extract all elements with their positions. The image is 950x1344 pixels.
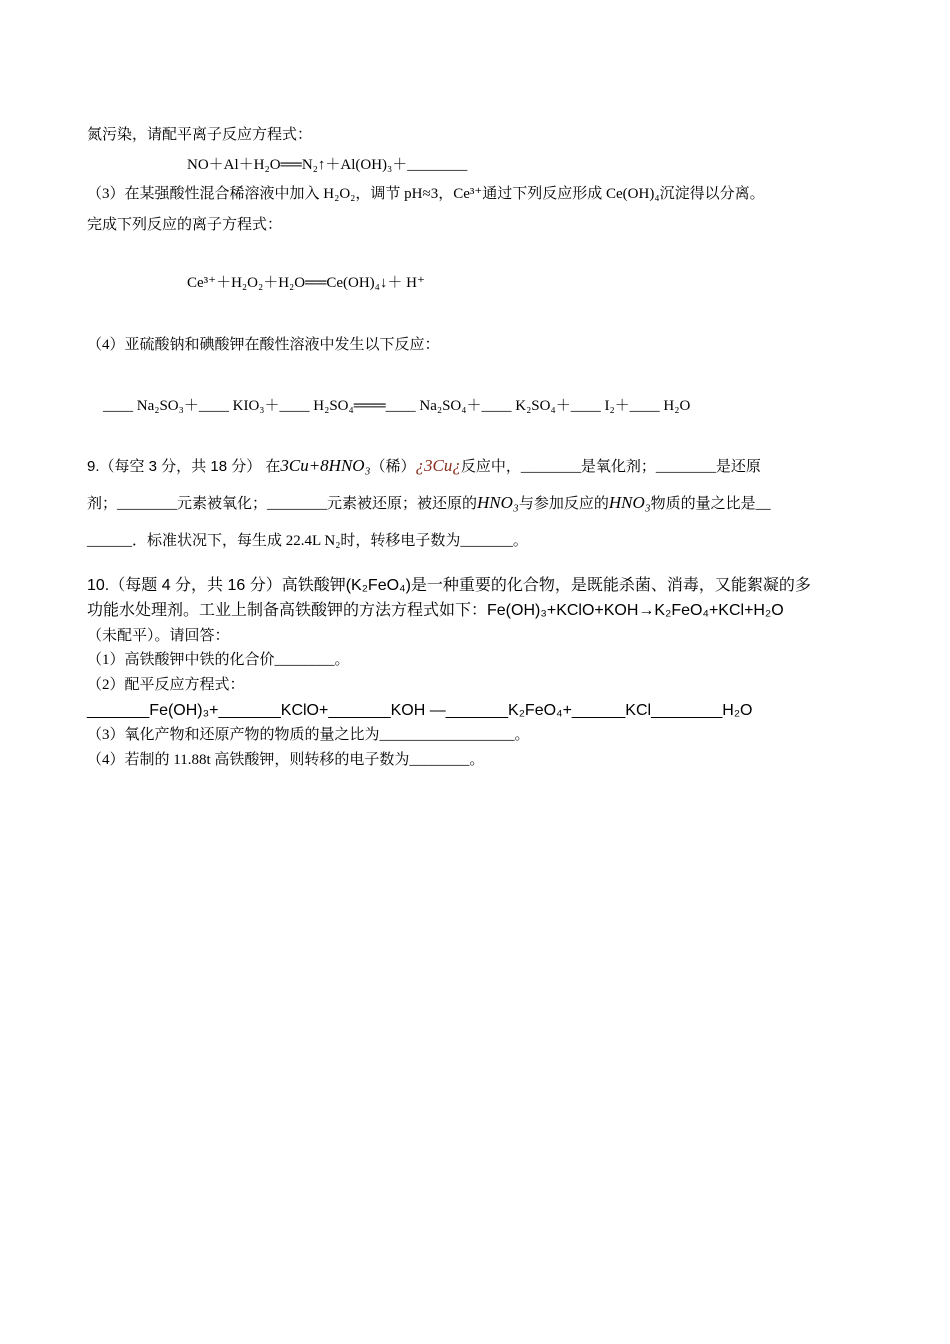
- q8-part3-line2: 完成下列反应的离子方程式：: [87, 217, 283, 233]
- q9-line3: ______．标准状况下，每生成 22.4L N₂时，转移电子数为_______。: [87, 533, 528, 549]
- q9-line2: [87, 493, 771, 514]
- q10-part2: （2）配平反应方程式：: [87, 677, 245, 693]
- q8-intro-line: 氮污染，请配平离子反应方程式：: [87, 127, 313, 143]
- q9-dilute-note: （稀）: [370, 459, 416, 475]
- q10-part1: （1）高铁酸钾中铁的化合价________。: [87, 652, 350, 668]
- q10-part4: （4）若制的 11.88t 高铁酸钾，则转移的电子数为________。: [87, 752, 485, 768]
- q9-line2-suffix: 物质的量之比是__: [650, 496, 771, 512]
- q9-garbled-formula: ¿3Cu¿: [415, 456, 461, 475]
- q10-line2: 功能水处理剂。工业上制备高铁酸钾的方法方程式如下：Fe(OH)₃+KClO+KOH→K₂FeO₄+KCl+H₂O: [87, 602, 784, 619]
- q8-equation-ce: Ce³⁺＋H₂O₂＋H₂O══Ce(OH)₄↓＋ H⁺: [187, 275, 425, 291]
- q10-part3: （3）氧化产物和还原产物的物质的量之比为__________________。: [87, 727, 530, 743]
- q8-part3-line1: （3）在某强酸性混合稀溶液中加入 H₂O₂，调节 pH≈3，Ce³⁺通过下列反应形成 Ce(OH)₄沉淀得以分离。: [87, 186, 765, 202]
- q10-line1: 10.（每题 4 分，共 16 分）高铁酸钾(K₂FeO₄)是一种重要的化合物，是既能杀菌、消毒，又能絮凝的多: [87, 577, 811, 594]
- q10-line3: （未配平）。请回答：: [87, 628, 230, 644]
- q9-line1-prefix: 9.（每空 3 分，共 18 分） 在: [87, 458, 281, 475]
- q8-equation-no-al: NO＋Al＋H₂O══N₂↑＋Al(OH)₃＋________: [187, 157, 468, 173]
- q9-line2-prefix: 剂；________元素被氧化；________元素被还原；被还原的: [87, 496, 478, 512]
- q9-hno3-formula-2: HNO₃: [608, 493, 651, 512]
- q9-reaction-formula: 3Cu+8HNO₃: [280, 456, 371, 475]
- q9-line1: [87, 456, 761, 477]
- q8-equation-na2so3: ____ Na₂SO₃＋____ KIO₃＋____ H₂SO₄═══____ Na₂SO₄＋____ K₂SO₄＋____ I₂＋____ H₂O: [103, 398, 691, 414]
- q10-balance-equation: _______Fe(OH)₃+_______KClO+_______KOH —_______K₂FeO₄+______KCl________H₂O: [87, 702, 753, 719]
- q9-line1-suffix: 反应中，________是氧化剂；________是还原: [460, 459, 761, 475]
- q9-hno3-formula: HNO₃: [477, 493, 519, 512]
- q9-line2-mid: 与参加反应的: [518, 496, 609, 512]
- q8-part4-line: （4）亚硫酸钠和碘酸钾在酸性溶液中发生以下反应：: [87, 337, 440, 353]
